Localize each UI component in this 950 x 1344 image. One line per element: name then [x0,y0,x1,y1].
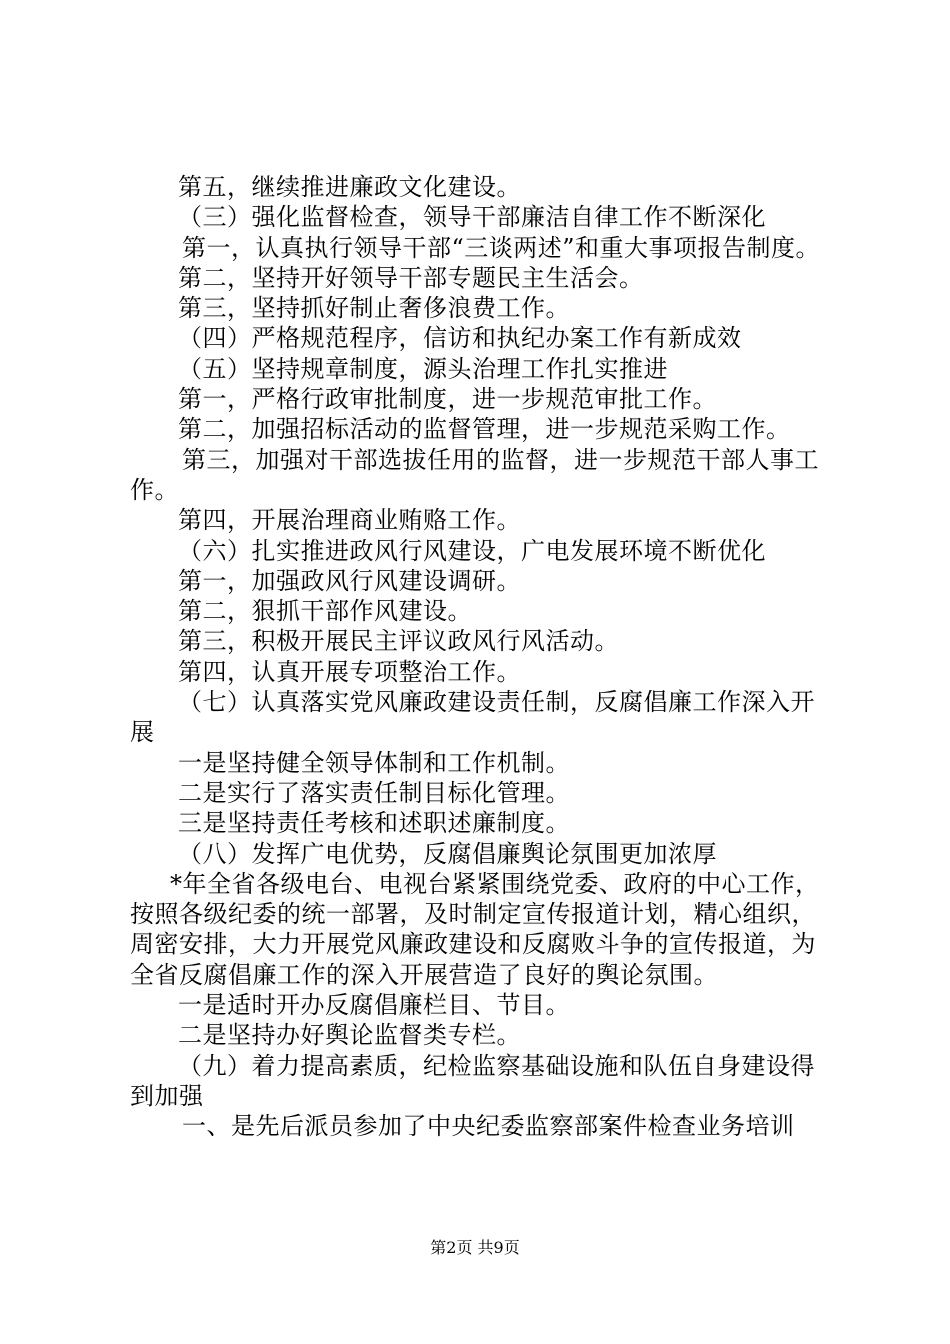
section-heading: （六）扎实推进政风行风建设，广电发展环境不断优化 [178,536,766,565]
paragraph: 第一，加强政风行风建设调研。 [178,566,521,595]
paragraph: 第四，认真开展专项整治工作。 [178,657,521,686]
paragraph: 第三，积极开展民主评议政风行风活动。 [178,627,619,656]
paragraph: 一是适时开办反腐倡廉栏目、节目。 [178,991,570,1020]
section-heading: （三）强化监督检查，领导干部廉洁自律工作不断深化 [178,203,766,232]
section-heading: （四）严格规范程序，信访和执纪办案工作有新成效 [178,324,742,353]
section-heading: （七）认真落实党风廉政建设责任制，反腐倡廉工作深入开展 [130,688,815,747]
paragraph: 第三，坚持抓好制止奢侈浪费工作。 [178,294,570,323]
paragraph: *年全省各级电台、电视台紧紧围绕党委、政府的中心工作，按照各级纪委的统一部署，及时制定宣传报道计划，精心组织，周密安排，大力开展党风廉政建设和反腐败斗争的宣传报道，为全省反腐倡廉工作的深入开展营造了良好的舆论氛围。 [130,869,820,989]
paragraph: 一、是先后派员参加了中央纪委监察部案件检查业务培训 [182,1112,795,1141]
paragraph: 三是坚持责任考核和述职述廉制度。 [178,809,570,838]
paragraph: 一是坚持健全领导体制和工作机制。 [178,748,570,777]
paragraph: 第二，加强招标活动的监督管理，进一步规范采购工作。 [178,415,791,444]
section-heading: （八）发挥广电优势，反腐倡廉舆论氛围更加浓厚 [178,839,717,868]
paragraph: 二是坚持办好舆论监督类专栏。 [178,1021,521,1050]
paragraph: 二是实行了落实责任制目标化管理。 [178,778,570,807]
document-body [130,172,838,1142]
paragraph: 第二，坚持开好领导干部专题民主生活会。 [178,263,644,292]
paragraph: 第五，继续推进廉政文化建设。 [178,173,521,201]
paragraph: 第三，加强对干部选拔任用的监督，进一步规范干部人事工作。 [130,445,819,504]
paragraph: 第一，严格行政审批制度，进一步规范审批工作。 [178,385,717,414]
section-heading: （五）坚持规章制度，源头治理工作扎实推进 [178,354,668,383]
section-heading: （九）着力提高素质，纪检监察基础设施和队伍自身建设得到加强 [130,1051,815,1110]
paragraph: 第四，开展治理商业贿赂工作。 [178,506,521,535]
paragraph: 第一，认真执行领导干部“三谈两述”和重大事项报告制度。 [182,233,821,262]
paragraph: 第二，狠抓干部作风建设。 [178,597,472,626]
page-number-footer: 第2页 共9页 [430,1238,520,1257]
